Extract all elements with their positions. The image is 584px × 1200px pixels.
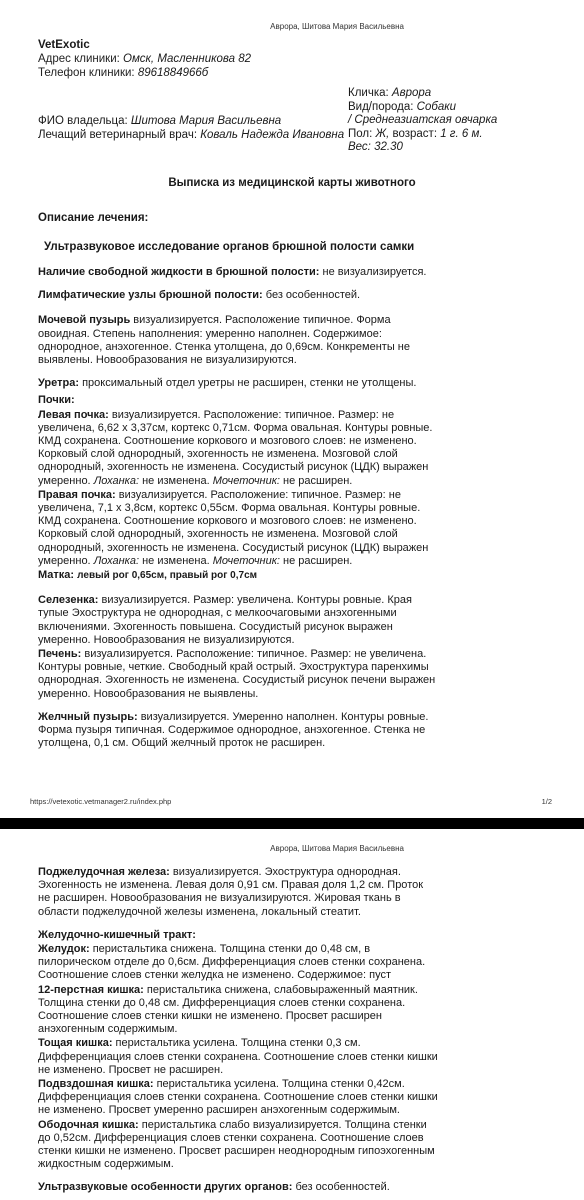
gallbladder-text: визуализируется. Умеренно наполнен. Контуры ровные. Форма пузыря типичная. Содержимое однородное, анэхогенное. Стенка не утолщена, 0,1 см. Общий желчный проток не расширен. <box>38 710 429 750</box>
footer-url: https://vetexotic.vetmanager2.ru/index.php <box>30 797 172 806</box>
bladder-text: визуализируется. Расположение типичное. Форма овоидная. Степень наполнения: умеренно наполнен. Содержимое: однородное, анэхогенное. Стенка утолщена, до 0,69см. Конкременты не выявлены. Новообразования не визуализируются. <box>38 314 410 367</box>
spleen-label: Селезенка: <box>38 594 99 607</box>
urethra-text: проксимальный отдел уретры не расширен, стенки не утолщены. <box>82 377 417 390</box>
lymph-paragraph <box>38 289 438 302</box>
right-pelvis-text: не изменена. <box>142 554 210 567</box>
right-ureter-label: Мочеточник: <box>212 554 280 567</box>
clinic-info <box>38 38 251 80</box>
left-kidney-paragraph <box>38 409 438 488</box>
pet-age-value: 1 г. 6 м. <box>440 127 483 140</box>
duodenum-label: 12-перстная кишка: <box>38 983 144 996</box>
other-organs-label: Ультразвуковые особенности других органов: <box>38 1181 293 1194</box>
colon-paragraph <box>38 1119 438 1172</box>
right-ureter-text: не расширен. <box>283 554 353 567</box>
clinic-phone <box>38 66 251 80</box>
uterus-label: Матка: <box>38 569 75 582</box>
clinic-address-value: Омск, Масленникова 82 <box>123 53 252 65</box>
colon-text: перистальтика слабо визуализируется. Толщина стенки до 0,52см. Дифференциация слоев стенки сохранена. Соотношение слоев стенки кишки не изменено. Просвет расширен неоднородным гипоэхогенным жидкостным содержимым. <box>38 1118 435 1171</box>
pet-species-value: Собаки <box>416 100 457 113</box>
pet-weight <box>348 141 497 155</box>
kidneys-heading <box>38 394 438 407</box>
stomach-paragraph <box>38 943 438 983</box>
clinic-address <box>38 52 251 66</box>
right-kidney-paragraph <box>38 489 438 568</box>
left-pelvis-text: не изменена. <box>142 474 210 487</box>
right-kidney-text: визуализируется. Расположение: типичное. Размер: не увеличена, 7,1 х 3,8см, кортекс 0,55см. Форма овальная. Контуры ровные. КМД сохранена. Соотношение коркового и мозгового слоев: не изменено. Корковый слой однородный, эхогенность не изменена. Мозговой слой однородный, эхогенность не изменена. Сосудистый рисунок (ЦДК) выражен умеренно. <box>38 488 429 567</box>
clinic-phone-value: 8961884966б <box>137 67 209 79</box>
pet-species <box>348 101 497 115</box>
pet-info <box>348 87 497 155</box>
free-fluid-text: не визуализируется. <box>322 266 427 278</box>
ileum-label: Подвздошная кишка: <box>38 1078 154 1091</box>
right-kidney-label: Правая почка: <box>38 488 116 501</box>
colon-label: Ободочная кишка: <box>38 1118 139 1131</box>
gi-label: Желудочно-кишечный тракт: <box>38 928 196 941</box>
uterus-paragraph <box>38 569 438 582</box>
liver-label: Печень: <box>38 648 82 661</box>
footer-page-number: 1/2 <box>541 797 552 806</box>
urethra-label: Уретра: <box>38 377 80 390</box>
pet-nickname <box>348 87 497 101</box>
other-organs-text: без особенностей. <box>295 1181 390 1194</box>
free-fluid-label: Наличие свободной жидкости в брюшной полости: <box>38 266 320 278</box>
pet-sex-label: Пол: <box>348 127 373 140</box>
pet-sex-value: Ж, <box>375 127 390 140</box>
bladder-label: Мочевой пузырь <box>38 314 131 327</box>
pet-weight-label: Вес: <box>348 141 371 153</box>
pancreas-text: визуализируется. Эхоструктура однородная. Эхогенность не изменена. Левая доля 0,91 см. Правая доля 1,2 см. Проток не расширен. Новообразования не визуализируются. Жировая ткань в области поджелудочной железы изменена, локальный стеатит. <box>38 866 424 918</box>
pet-species-label: Вид/порода: <box>348 100 414 113</box>
jejunum-paragraph <box>38 1037 438 1077</box>
document-title: Выписка из медицинской карты животного <box>168 177 416 189</box>
left-ureter-label: Мочеточник: <box>212 474 280 487</box>
free-fluid-paragraph <box>38 266 438 279</box>
ileum-text: перистальтика усилена. Толщина стенки 0,42см. Дифференциация слоев стенки сохранена. Соотношение слоев стенки кишки не изменено. Просвет умеренно расширен анэхогенным содержимым. <box>38 1078 438 1117</box>
urethra-paragraph <box>38 377 438 390</box>
owner-info <box>38 115 344 142</box>
lymph-text: без особенностей. <box>265 289 361 302</box>
pancreas-label: Поджелудочная железа: <box>38 866 170 878</box>
liver-text: визуализируется. Расположение: типичное. Размер: не увеличена. Контуры ровные, четкие. Свободный край острый. Эхоструктура паренхимы однородная. Эхогенность не изменена. Сосудистый рисунок печени выражен умеренно. Новообразования не выявлены. <box>38 648 436 700</box>
pancreas-paragraph <box>38 866 438 919</box>
page-header: Аврора, Шитова Мария Васильевна <box>270 844 404 853</box>
section-title: Описание лечения: <box>38 212 149 224</box>
pet-sex-age <box>348 128 497 142</box>
left-pelvis-label: Лоханка: <box>93 474 140 487</box>
ileum-paragraph <box>38 1078 438 1118</box>
vet-value: Коваль Надежда Ивановна <box>200 128 345 141</box>
owner-name <box>38 115 344 129</box>
liver-paragraph <box>38 648 438 701</box>
spleen-paragraph <box>38 594 438 647</box>
pet-breed: / Среднеазиатская овчарка <box>348 114 498 126</box>
owner-value: Шитова Мария Васильевна <box>130 115 282 127</box>
duodenum-paragraph <box>38 984 438 1037</box>
report-body-page1 <box>38 266 438 761</box>
left-ureter-text: не расширен. <box>283 474 353 487</box>
pet-age-label: возраст: <box>392 127 438 140</box>
gallbladder-paragraph <box>38 711 438 751</box>
pet-weight-value: 32.30 <box>374 141 403 153</box>
page-header: Аврора, Шитова Мария Васильевна <box>270 22 404 31</box>
spleen-text: визуализируется. Размер: увеличена. Контуры ровные. Края тупые Эхоструктура не однородная, с мелкоочаговыми анэхогенными включениями. Эхогенность повышена. Сосудистый рисунок выражен умеренно. Новообразования не визуализируются. <box>38 594 412 646</box>
left-kidney-text: визуализируется. Расположение: типичное. Размер: не увеличена, 6,62 х 3,37см, кортекс 0,71см. Форма овальная. Контуры ровные. КМД сохранена. Соотношение коркового и мозгового слоев: не изменено. Корковый слой однородный, эхогенность не изменена. Мозговой слой однородный, эхогенность не изменена. Сосудистый рисунок (ЦДК) выражен умеренно. <box>38 408 433 487</box>
bladder-paragraph <box>38 314 438 367</box>
jejunum-text: перистальтика усилена. Толщина стенки 0,3 см. Дифференциация слоев стенки сохранена. Соотношение слоев стенки кишки не изменено. Просвет не расширен. <box>38 1037 438 1076</box>
clinic-address-label: Адрес клиники: <box>38 53 120 65</box>
ultrasound-title: Ультразвуковое исследование органов брюшной полости самки <box>44 241 415 253</box>
right-pelvis-label: Лоханка: <box>93 554 140 567</box>
stomach-text: перистальтика снижена. Толщина стенки до 0,48 см, в пилорическом отделе до 0,6см. Дифференциация слоев стенки сохранена. Соотношение слоев стенки желудка не изменено. Содержимое: пуст <box>38 943 426 982</box>
vet-name <box>38 129 344 143</box>
kidneys-label: Почки: <box>38 394 75 407</box>
uterus-text: левый рог 0,65см, правый рог 0,7см <box>77 570 258 582</box>
left-kidney-label: Левая почка: <box>38 408 109 421</box>
duodenum-text: перистальтика снижена, слабовыраженный маятник. Толщина стенки до 0,48 см. Дифференциация слоев стенки сохранена. Соотношение слоев стенки кишки не изменено. Просвет расширен анэхогенным содержимым. <box>38 983 418 1036</box>
stomach-label: Желудок: <box>38 943 90 956</box>
lymph-label: Лимфатические узлы брюшной полости: <box>38 289 263 302</box>
report-body-page2 <box>38 866 438 1200</box>
document-page-2 <box>0 829 584 1200</box>
pet-nickname-label: Кличка: <box>348 87 389 99</box>
gi-heading <box>38 929 438 942</box>
clinic-phone-label: Телефон клиники: <box>38 67 135 79</box>
owner-label: ФИО владельца: <box>38 115 128 127</box>
clinic-name: VetExotic <box>38 39 90 51</box>
gallbladder-label: Желчный пузырь: <box>38 710 138 723</box>
jejunum-label: Тощая кишка: <box>38 1037 113 1050</box>
pet-nickname-value: Аврора <box>391 87 432 99</box>
other-organs-paragraph <box>38 1181 438 1194</box>
vet-label: Лечащий ветеринарный врач: <box>38 128 198 141</box>
